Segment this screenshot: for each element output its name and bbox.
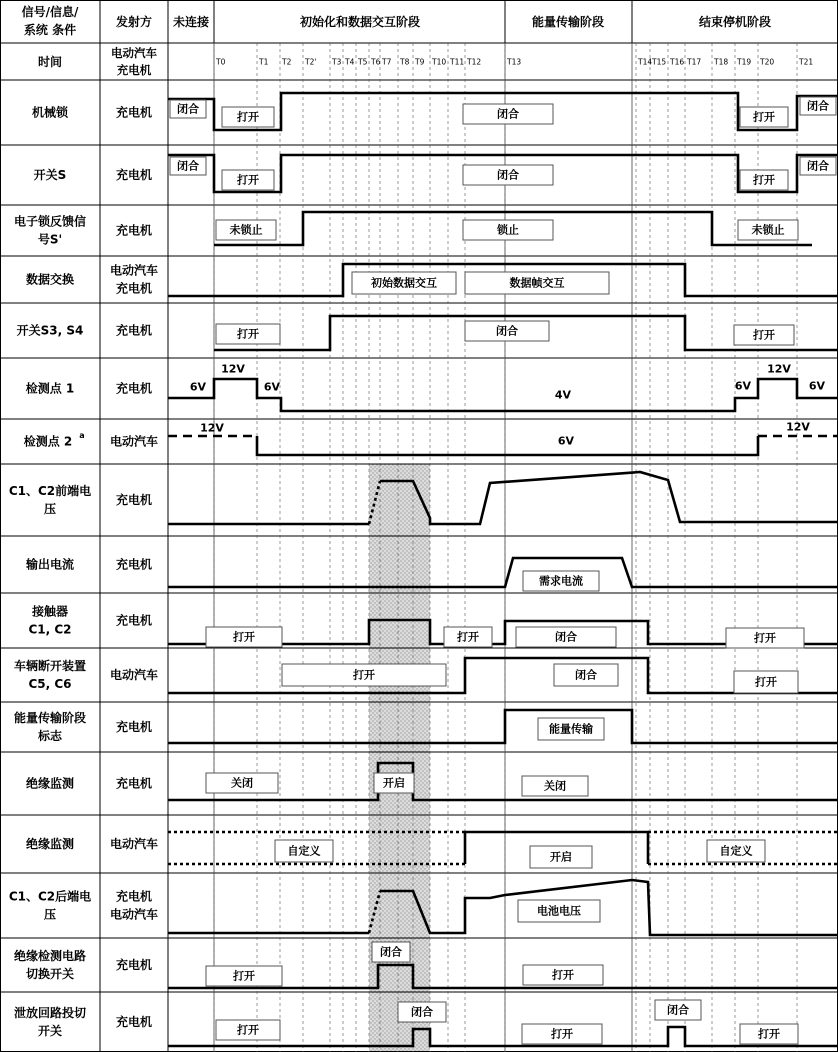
row-switch-s-label: 开关S	[33, 168, 67, 182]
row-insulation-vehicle-label: 绝缘监测	[25, 837, 75, 851]
contactor-open-1-label: 打开	[233, 630, 255, 644]
row-output-current-sender: 充电机	[115, 557, 153, 572]
row-detect-point-2-sender: 电动汽车	[109, 434, 159, 449]
detect-1-12v: 12V	[767, 362, 791, 376]
tick-label: T17	[687, 57, 702, 67]
row-c1c2-rear-voltage-label: C1、C2后端电	[8, 889, 92, 904]
row-energy-phase-flag-label: 能量传输阶段	[13, 711, 87, 725]
tick-label: T13	[507, 57, 522, 67]
row-insulation-switch-label: 绝缘检测电路	[13, 949, 87, 963]
mech-lock-open-1-label: 打开	[237, 110, 259, 124]
header-signal-label: 信号/信息/	[21, 5, 79, 19]
row-c1c2-front-voltage-sender: 充电机	[115, 493, 153, 507]
tick-label: T5	[358, 57, 368, 67]
row-detect-point-2-superscript: a	[79, 431, 85, 440]
detect-2-12v: 12V	[786, 420, 810, 434]
contactor-open-3-label: 打开	[754, 631, 776, 645]
row-insulation-switch-sender: 充电机	[115, 958, 153, 972]
discharge-switch-open-3-label: 打开	[758, 1027, 780, 1041]
data-init-label: 初始数据交互	[371, 276, 437, 290]
waveform-output-current	[168, 558, 838, 587]
row-energy-phase-flag-sender: 充电机	[115, 720, 153, 734]
tick-label: T2'	[305, 57, 317, 67]
row-detect-point-2-label: 检测点 2	[23, 434, 73, 449]
insulation-vehicle-custom-1-label: 自定义	[287, 844, 321, 858]
row-insulation-vehicle-sender: 电动汽车	[109, 837, 159, 851]
header-signal-label: 系统 条件	[23, 23, 77, 37]
insulation-charger-off-1-label: 关闭	[231, 776, 253, 790]
waveform-front-voltage	[380, 472, 838, 524]
row-switch-s3-s4-sender: 充电机	[115, 323, 153, 338]
row-vehicle-disconnect-c5c6-label: 车辆断开装置	[13, 659, 87, 673]
row-e-lock-feedback-sender: 充电机	[115, 223, 153, 238]
tick-label: T2	[282, 57, 292, 67]
tick-label: T19	[737, 57, 752, 67]
insulation-switch-open-1-label: 打开	[233, 969, 255, 983]
detect-1-6v: 6V	[808, 379, 826, 393]
tick-label: T15	[652, 57, 667, 67]
phase-energy: 能量传输阶段	[531, 15, 605, 29]
mech-lock-closed-1-label: 闭合	[177, 102, 199, 116]
discharge-switch-open-2-label: 打开	[551, 1027, 573, 1041]
switch-s3s4-closed-label: 闭合	[496, 324, 518, 338]
discharge-switch-closed-1-label: 闭合	[411, 1005, 433, 1019]
switch-s-closed-3-label: 闭合	[807, 159, 829, 173]
insulation-vehicle-custom-2-label: 自定义	[719, 844, 753, 858]
detect-2-6v: 6V	[557, 434, 575, 448]
discharge-switch-closed-2-label: 闭合	[667, 1003, 689, 1017]
discharge-switch-open-1-label: 打开	[237, 1023, 259, 1037]
row-data-exchange-sender: 充电机	[115, 281, 153, 296]
insulation-switch-open-2-label: 打开	[552, 968, 574, 982]
detect-1-6v: 6V	[734, 379, 752, 393]
row-c1c2-rear-voltage-label: 压	[43, 907, 57, 922]
row-contactor-c1c2-sender: 充电机	[115, 613, 153, 628]
tick-label: T0	[216, 57, 226, 67]
data-frame-label: 数据帧交互	[509, 276, 565, 290]
time-row-sender: 电动汽车	[111, 46, 157, 60]
vehicle-disconnect-open-2-label: 打开	[755, 675, 777, 689]
waveform-energy-flag	[168, 710, 838, 743]
header-sender-label: 发射方	[115, 15, 153, 29]
waveform-detect-2	[257, 436, 758, 455]
row-data-exchange-label: 数据交换	[25, 272, 75, 287]
row-mech-lock-sender: 充电机	[115, 105, 153, 120]
row-contactor-c1c2-label: C1, C2	[28, 622, 72, 637]
row-discharge-switch-label: 泄放回路投切	[13, 1006, 87, 1020]
row-c1c2-rear-voltage-sender: 充电机	[115, 889, 153, 904]
mech-lock-closed-3-label: 闭合	[807, 99, 829, 113]
tick-label: T6	[371, 57, 381, 67]
switch-s-closed-1-label: 闭合	[177, 159, 199, 173]
insulation-charger-off-2-label: 关闭	[544, 779, 566, 793]
switch-s-closed-2-label: 闭合	[497, 168, 519, 182]
row-insulation-charger-sender: 充电机	[115, 776, 153, 791]
switch-s3s4-open-1-label: 打开	[237, 327, 259, 341]
row-switch-s3-s4-label: 开关S3, S4	[16, 323, 84, 338]
tick-label: T16	[670, 57, 685, 67]
row-c1c2-front-voltage-label: 压	[43, 502, 57, 516]
row-discharge-switch-label: 开关	[37, 1024, 63, 1038]
row-e-lock-feedback-label: 电子锁反馈信	[13, 214, 87, 229]
row-vehicle-disconnect-c5c6-label: C5, C6	[28, 677, 72, 691]
e-lock-unlocked-2-label: 未锁止	[751, 223, 785, 237]
row-output-current-label: 输出电流	[25, 557, 75, 572]
e-lock-unlocked-1-label: 未锁止	[229, 223, 263, 237]
row-contactor-c1c2-label: 接触器	[31, 604, 69, 619]
switch-s-open-1-label: 打开	[237, 173, 259, 187]
energy-flag-transfer-label: 能量传输	[549, 722, 593, 736]
detect-2-12v: 12V	[200, 421, 224, 435]
tick-label: T8	[400, 57, 410, 67]
tick-label: T4	[345, 57, 355, 67]
mech-lock-closed-2-label: 闭合	[497, 107, 519, 121]
e-lock-locked-label: 锁止	[497, 223, 519, 237]
tick-label: T18	[714, 57, 729, 67]
contactor-open-2-label: 打开	[457, 630, 479, 644]
switch-s3s4-open-2-label: 打开	[753, 328, 775, 342]
tick-label: T1	[259, 57, 269, 67]
contactor-closed-label: 闭合	[555, 630, 577, 644]
insulation-charger-on-label: 开启	[383, 776, 405, 790]
tick-label: T11	[450, 57, 465, 67]
detect-1-4v: 4V	[554, 388, 572, 402]
vehicle-disconnect-open-1-label: 打开	[353, 668, 375, 682]
detect-1-12v: 12V	[221, 362, 245, 376]
vehicle-disconnect-closed-label: 闭合	[575, 668, 597, 682]
phase-init: 初始化和数据交互阶段	[299, 15, 421, 29]
row-switch-s-sender: 充电机	[115, 168, 153, 182]
insulation-switch-closed-label: 闭合	[380, 945, 402, 959]
tick-label: T12	[467, 57, 482, 67]
tick-label: T7	[382, 57, 392, 67]
tick-label: T20	[760, 57, 775, 67]
row-c1c2-front-voltage-label: C1、C2前端电	[8, 484, 92, 498]
tick-label: T21	[799, 57, 814, 67]
rear-voltage-battery-label: 电池电压	[537, 904, 581, 918]
row-discharge-switch-sender: 充电机	[115, 1015, 153, 1029]
output-demand-current-label: 需求电流	[539, 574, 583, 588]
waveform-rear-voltage	[380, 880, 838, 935]
row-insulation-switch-label: 切换开关	[25, 967, 75, 981]
phase-end: 结束停机阶段	[698, 15, 772, 29]
row-detect-point-1-sender: 充电机	[115, 381, 153, 396]
switch-s-open-2-label: 打开	[753, 173, 775, 187]
tick-label: T9	[415, 57, 425, 67]
row-vehicle-disconnect-c5c6-sender: 电动汽车	[109, 668, 159, 682]
mech-lock-open-2-label: 打开	[753, 110, 775, 124]
detect-1-6v: 6V	[189, 380, 207, 394]
tick-label: T14	[638, 57, 653, 67]
time-row-label: 时间	[37, 55, 63, 69]
tick-label: T10	[432, 57, 447, 67]
phase-unconnected: 未连接	[172, 15, 210, 29]
row-insulation-charger-label: 绝缘监测	[25, 776, 75, 791]
detect-1-6v: 6V	[263, 380, 281, 394]
row-data-exchange-sender: 电动汽车	[109, 263, 159, 278]
time-row-sender: 充电机	[116, 63, 152, 77]
tick-label: T3	[332, 57, 342, 67]
row-mech-lock-label: 机械锁	[31, 105, 69, 120]
insulation-vehicle-on-label: 开启	[550, 850, 572, 864]
row-energy-phase-flag-label: 标志	[37, 729, 63, 743]
row-c1c2-rear-voltage-sender: 电动汽车	[109, 907, 159, 922]
row-detect-point-1-label: 检测点 1	[25, 381, 75, 396]
row-e-lock-feedback-label: 号S'	[37, 232, 63, 247]
